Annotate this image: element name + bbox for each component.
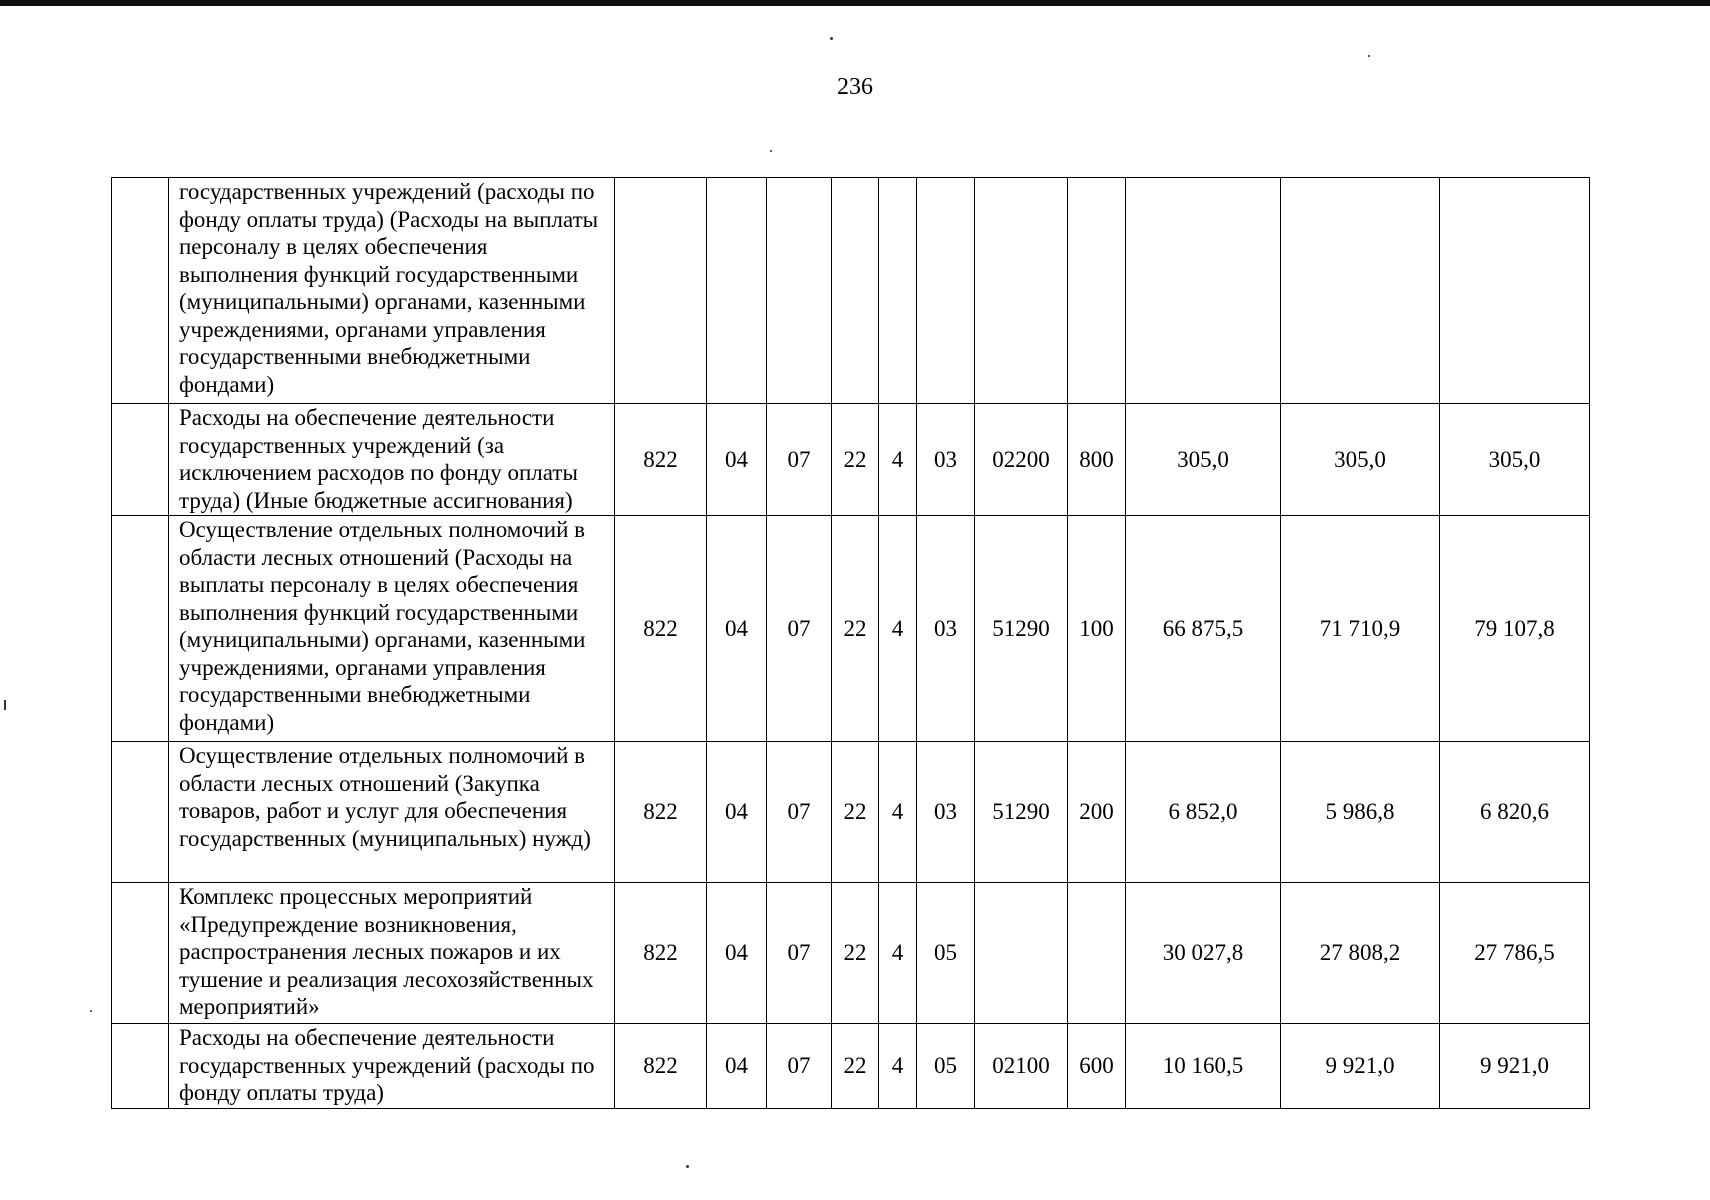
ministry-code-cell: 822 [615, 883, 707, 1024]
direction-code-cell [975, 178, 1068, 404]
amount-year2-cell: 5 986,8 [1281, 742, 1440, 883]
expense-type-cell: 100 [1068, 516, 1126, 742]
section-code-cell: 04 [707, 516, 767, 742]
event-code-cell [917, 178, 975, 404]
direction-code-cell [975, 883, 1068, 1024]
subprogram-code-cell: 4 [879, 1024, 917, 1109]
section-code-cell: 04 [707, 1024, 767, 1109]
index-cell [112, 404, 169, 516]
expense-type-cell: 600 [1068, 1024, 1126, 1109]
program-code-cell: 22 [832, 404, 879, 516]
scan-speck [830, 37, 833, 40]
table-row [112, 742, 1590, 883]
event-code-cell: 03 [917, 742, 975, 883]
amount-year2-cell: 71 710,9 [1281, 516, 1440, 742]
subsection-code-cell: 07 [767, 883, 832, 1024]
description-cell: государственных учреждений (расходы по фонду оплаты труда) (Расходы на выплаты персоналу в целях обеспечения выполнения функций государственными (муниципальными) органами, казенными учреждениями, органами управления государственными внебюджетными фондами) [169, 178, 615, 404]
amount-year3-cell: 9 921,0 [1440, 1024, 1590, 1109]
index-cell [112, 883, 169, 1024]
subprogram-code-cell [879, 178, 917, 404]
event-code-cell: 05 [917, 883, 975, 1024]
subsection-code-cell: 07 [767, 742, 832, 883]
subprogram-code-cell: 4 [879, 883, 917, 1024]
event-code-cell: 03 [917, 404, 975, 516]
amount-year3-cell: 27 786,5 [1440, 883, 1590, 1024]
scan-speck [1368, 55, 1370, 57]
amount-year3-cell [1440, 178, 1590, 404]
amount-year1-cell: 305,0 [1126, 404, 1281, 516]
top-rule [0, 0, 1710, 6]
scan-speck [90, 1010, 92, 1012]
index-cell [112, 178, 169, 404]
index-cell [112, 516, 169, 742]
section-code-cell: 04 [707, 404, 767, 516]
section-code-cell [707, 178, 767, 404]
ministry-code-cell: 822 [615, 516, 707, 742]
program-code-cell: 22 [832, 883, 879, 1024]
description-cell: Расходы на обеспечение деятельности государственных учреждений (за исключением расходов по фонду оплаты труда) (Иные бюджетные ассигнования) [169, 404, 615, 516]
scan-speck [686, 1165, 689, 1168]
amount-year2-cell: 305,0 [1281, 404, 1440, 516]
amount-year2-cell: 9 921,0 [1281, 1024, 1440, 1109]
subsection-code-cell: 07 [767, 516, 832, 742]
table-row [112, 404, 1590, 516]
ministry-code-cell [615, 178, 707, 404]
table-row [112, 516, 1590, 742]
amount-year3-cell: 305,0 [1440, 404, 1590, 516]
table-row [112, 1024, 1590, 1109]
amount-year2-cell [1281, 178, 1440, 404]
ministry-code-cell: 822 [615, 1024, 707, 1109]
amount-year3-cell: 6 820,6 [1440, 742, 1590, 883]
description-cell: Комплекс процессных мероприятий «Предупреждение возникновения, распространения лесных пожаров и их тушение и реализация лесохозяйственных мероприятий» [169, 883, 615, 1024]
section-code-cell: 04 [707, 883, 767, 1024]
subprogram-code-cell: 4 [879, 516, 917, 742]
description-cell: Расходы на обеспечение деятельности государственных учреждений (расходы по фонду оплаты труда) [169, 1024, 615, 1109]
subsection-code-cell: 07 [767, 1024, 832, 1109]
subprogram-code-cell: 4 [879, 742, 917, 883]
ministry-code-cell: 822 [615, 742, 707, 883]
expense-type-cell [1068, 883, 1126, 1024]
expense-type-cell: 200 [1068, 742, 1126, 883]
direction-code-cell: 02200 [975, 404, 1068, 516]
scan-speck [4, 700, 6, 710]
program-code-cell: 22 [832, 516, 879, 742]
description-cell: Осуществление отдельных полномочий в области лесных отношений (Расходы на выплаты персоналу в целях обеспечения выполнения функций государственными (муниципальными) органами, казенными учреждениями, органами управления государственными внебюджетными фондами) [169, 516, 615, 742]
table-row [112, 883, 1590, 1024]
program-code-cell [832, 178, 879, 404]
description-cell: Осуществление отдельных полномочий в области лесных отношений (Закупка товаров, работ и услуг для обеспечения государственных (муниципальных) нужд) [169, 742, 615, 883]
program-code-cell: 22 [832, 1024, 879, 1109]
direction-code-cell: 51290 [975, 742, 1068, 883]
subprogram-code-cell: 4 [879, 404, 917, 516]
index-cell [112, 1024, 169, 1109]
budget-table [111, 177, 1590, 1109]
table-row [112, 178, 1590, 404]
program-code-cell: 22 [832, 742, 879, 883]
amount-year3-cell: 79 107,8 [1440, 516, 1590, 742]
amount-year1-cell: 10 160,5 [1126, 1024, 1281, 1109]
page-number: 236 [837, 74, 873, 100]
event-code-cell: 05 [917, 1024, 975, 1109]
amount-year1-cell [1126, 178, 1281, 404]
subsection-code-cell [767, 178, 832, 404]
amount-year1-cell: 30 027,8 [1126, 883, 1281, 1024]
direction-code-cell: 51290 [975, 516, 1068, 742]
scan-speck [770, 150, 772, 152]
expense-type-cell: 800 [1068, 404, 1126, 516]
direction-code-cell: 02100 [975, 1024, 1068, 1109]
subsection-code-cell: 07 [767, 404, 832, 516]
index-cell [112, 742, 169, 883]
event-code-cell: 03 [917, 516, 975, 742]
section-code-cell: 04 [707, 742, 767, 883]
amount-year2-cell: 27 808,2 [1281, 883, 1440, 1024]
amount-year1-cell: 66 875,5 [1126, 516, 1281, 742]
amount-year1-cell: 6 852,0 [1126, 742, 1281, 883]
ministry-code-cell: 822 [615, 404, 707, 516]
expense-type-cell [1068, 178, 1126, 404]
